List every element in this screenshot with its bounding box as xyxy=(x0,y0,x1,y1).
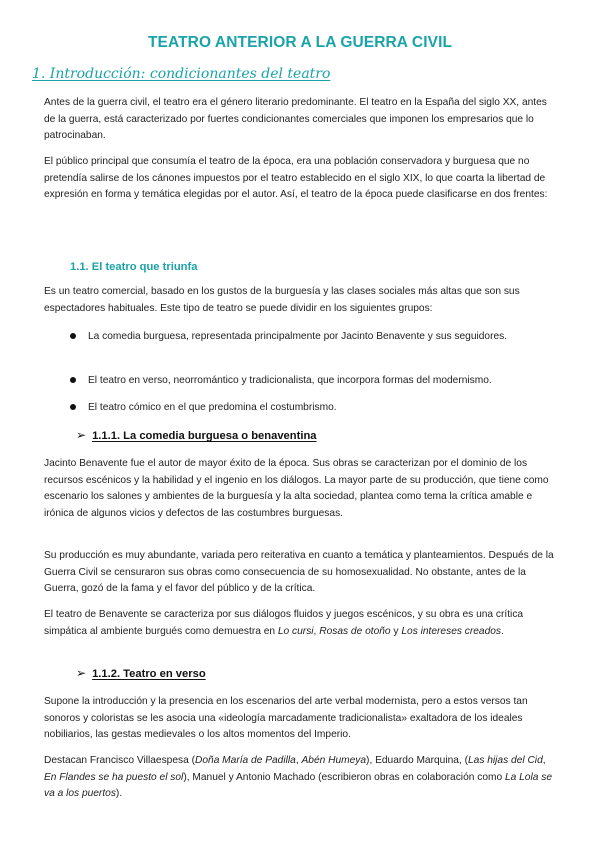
paragraph-benavente-3: El teatro de Benavente se caracteriza por sus diálogos fluidos y juegos escénicos, y su obra es una crítica simpática al ambiente burgués como demuestra en Lo cursi, Rosas de otoño y Los intereses creados. xyxy=(44,609,524,637)
paragraph-intro-1: Antes de la guerra civil, el teatro era el género literario predominante. El teatro en la España del siglo XX, antes de la guerra, está caracterizado por fuertes condicionantes comerciales que imponen los empresarios que lo patrocinaban. xyxy=(44,97,547,142)
page-title: TEATRO ANTERIOR A LA GUERRA CIVIL xyxy=(147,34,453,51)
paragraph-intro-2: El público principal que consumía el teatro de la época, era una población conservadora y burguesa que no pretendía salirse de los cánones impuestos por el teatro establecido en el siglo XIX, lo que coarta la libertad de expresión en forma y temática elegidas por el autor. Así, el teatro de la época puede clasificarse en dos frentes: xyxy=(44,156,548,201)
subsubsection-heading-comedia-burguesa: ➢ 1.1.1. La comedia burguesa o benaventina xyxy=(76,428,317,442)
paragraph-teatro-comercial: Es un teatro comercial, basado en los gustos de la burguesía y las clases sociales más altas que son sus espectadores habituales. Este tipo de teatro se puede dividir en los siguientes grupos: xyxy=(44,286,520,314)
work-title: Abén Humeya xyxy=(301,755,367,766)
list-item xyxy=(70,373,540,390)
paragraph-benavente-2: Su producción es muy abundante, variada pero reiterativa en cuanto a temática y planteamientos. Después de la Guerra Civil se censuraron sus obras como consecuencia de su homosexualidad. No obstante, antes de la Guerra, gozó de la fama y el favor del público y de la crítica. xyxy=(44,550,554,595)
bullet-dot-icon xyxy=(70,333,76,339)
list-item xyxy=(70,400,540,417)
list-item xyxy=(70,329,540,346)
list-item-text: El teatro en verso, neorromántico y tradicionalista, que incorpora formas del modernismo. xyxy=(88,375,492,386)
list-item-text: El teatro cómico en el que predomina el costumbrismo. xyxy=(88,402,337,413)
work-title: Las hijas del Cid xyxy=(467,755,543,766)
work-title: Lo cursi xyxy=(277,625,314,637)
bullet-dot-icon xyxy=(70,377,76,383)
arrow-right-icon: ➢ xyxy=(76,666,87,680)
list-item-text: La comedia burguesa, representada principalmente por Jacinto Benavente y sus seguidores. xyxy=(88,331,508,342)
subsection-heading-teatro-que-triunfa: 1.1. El teatro que triunfa xyxy=(70,261,198,273)
section-heading-introduccion: 1. Introducción: condicionantes del teatro xyxy=(32,66,331,82)
work-title: Rosas de otoño xyxy=(319,625,391,637)
subsubsection-heading-teatro-en-verso: ➢ 1.1.2. Teatro en verso xyxy=(76,666,206,680)
paragraph-benavente-1: Jacinto Benavente fue el autor de mayor éxito de la época. Sus obras se caracterizan por el dominio de los recursos escénicos y la habilidad y el ingenio en los diálogos. La mayor parte de su producción, que tiene como escenario los salones y ambientes de la burguesía y la alta sociedad, plantea como tema la crítica amable e irónica de algunos vicios y defectos de las costumbres burguesas. xyxy=(44,458,549,519)
work-title: Los intereses creados xyxy=(401,625,502,637)
paragraph-verso-1: Supone la introducción y la presencia en los escenarios del arte verbal modernista, pero a estos versos tan sonoros y coloristas se les asocia una «ideología marcadamente tradicionalista» exaltadora de los ideales nobiliarios, las gestas medievales o los altos momentos del Imperio. xyxy=(44,696,528,741)
work-title: La Lola se va a los puertos xyxy=(44,771,552,800)
paragraph-verso-2: Destacan Francisco Villaespesa (Doña María de Padilla, Abén Humeya), Eduardo Marquina, (Las hijas del Cid, En Flandes se ha puesto el sol), Manuel y Antonio Machado (escribieron obras en colaboración como La Lola se va a los puertos). xyxy=(44,755,552,800)
arrow-right-icon: ➢ xyxy=(76,428,87,442)
bullet-dot-icon xyxy=(70,404,76,410)
work-title: En Flandes se ha puesto el sol xyxy=(44,771,184,783)
work-title: Doña María de Padilla xyxy=(195,755,296,766)
